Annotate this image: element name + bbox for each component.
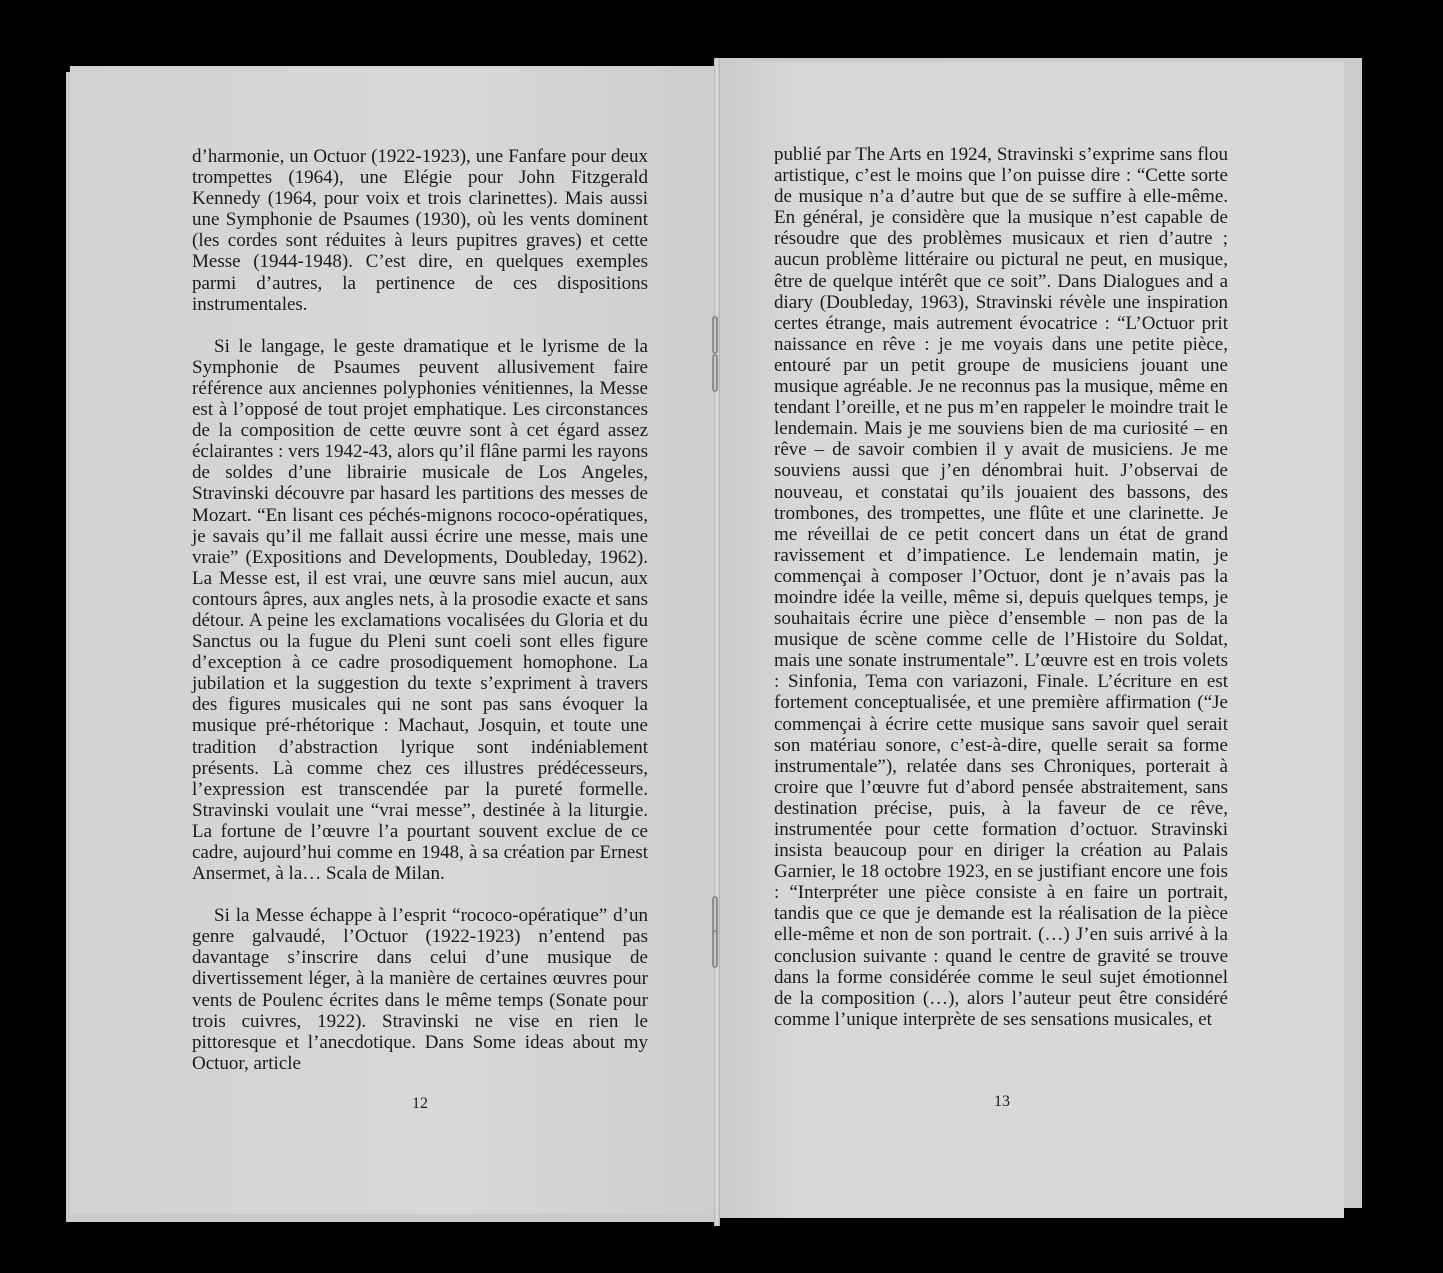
staple-icon — [712, 316, 718, 354]
page-number-right: 13 — [994, 1093, 1010, 1110]
paragraph: Si la Messe échappe à l’esprit “rococo-opératique” d’un genre galvaudé, l’Octuor (1922-1923) n’entend pas davantage s’inscrire dans celui d’une musique de divertissement léger, à la manière de certaines œuvres pour vents de Poulenc écrites dans le même temps (Sonate pour trois cuivres, 1922). Stravinski ne vise en rien le pittoresque et l’anecdotique. Dans Some ideas about my Octuor, article — [192, 905, 648, 1074]
page-number-left: 12 — [412, 1095, 428, 1112]
right-page-text — [774, 144, 1228, 1030]
staple-icon — [712, 354, 718, 392]
open-booklet — [66, 58, 1366, 1226]
booklet-spine — [714, 58, 720, 1226]
staple-icon — [712, 896, 718, 934]
paragraph: publié par The Arts en 1924, Stravinski s’exprime sans flou artistique, c’est le moins que l’on puisse dire : “Cette sorte de musique n’a d’autre but que de se suffire à elle-même. En général, je considère que la musique n’est capable de résoudre que des problèmes musicaux et rien d’autre ; aucun problème littéraire ou pictural ne peut, en musique, être de quelque intérêt que ce soit”. Dans Dialogues and a diary (Doubleday, 1963), Stravinski révèle une inspiration certes étrange, mais autrement évocatrice : “L’Octuor prit naissance en rêve : je me voyais dans une petite pièce, entouré par un petit groupe de musiciens jouant une musique agréable. Je ne reconnus pas la musique, même en tendant l’oreille, et ne pus m’en rappeler le moindre trait le lendemain. Mais je me souviens bien de ma curiosité – en rêve – de savoir combien il y avait de musiciens. Je me souviens aussi que j’en dénombrai huit. J’observai de nouveau, et constatai qu’ils jouaient des bassons, des trombones, des trompettes, une flûte et une clarinette. Je me réveillai de ce petit concert dans un état de grand ravissement et d’impatience. Le lendemain matin, je commençai à composer l’Octuor, dont je n’avais pas la moindre idée la veille, même si, depuis quelques temps, je souhaitais écrire une pièce d’ensemble – non pas de la musique de scène comme celle de l’Histoire du Soldat, mais une sonate instrumentale”. L’œuvre est en trois volets : Sinfonia, Tema con variazoni, Finale. L’écriture en est fortement conceptualisée, et une première affirmation (“Je commençai à écrire cette musique sans savoir quel serait son matériau sonore, c’est-à-dire, quelle serait sa forme instrumentale”), relatée dans ses Chroniques, porterait à croire que l’œuvre fut d’abord pensée abstraitement, sans destination précise, puis, à la faveur de ce rêve, instrumentée pour cette formation d’octuor. Stravinski insista beaucoup pour en diriger la création au Palais Garnier, le 18 octobre 1923, en se justifiant encore une fois : “Interpréter une pièce consiste à en faire un portrait, tandis que ce que je demande est la réalisation de la pièce elle-même et non de son portrait. (…) J’en suis arrivé à la conclusion suivante : quand le centre de gravité se trouve dans la forme considérée comme le seul sujet émotionnel de la composition (…), alors l’auteur peut être considéré comme l’unique interprète de ses sensations musicales, et — [774, 144, 1228, 1030]
left-page-text — [192, 146, 648, 1074]
paragraph: d’harmonie, un Octuor (1922-1923), une Fanfare pour deux trompettes (1964), une Elégie pour John Fitzgerald Kennedy (1964, pour voix et trois clarinettes). Mais aussi une Symphonie de Psaumes (1930), où les vents dominent (les cordes sont réduites à leurs pupitres graves) et cette Messe (1944-1948). C’est dire, en quelques exemples parmi d’autres, la pertinence de ces dispositions instrumentales. — [192, 146, 648, 315]
staple-icon — [712, 930, 718, 968]
paragraph: Si le langage, le geste dramatique et le lyrisme de la Symphonie de Psaumes peuvent allusivement faire référence aux anciennes polyphonies vénitiennes, la Messe est à l’opposé de tout projet emphatique. Les circonstances de la composition de cette œuvre sont à cet égard assez éclairantes : vers 1942-43, alors qu’il flâne parmi les rayons de soldes d’une librairie musicale de Los Angeles, Stravinski découvre par hasard les partitions des messes de Mozart. “En lisant ces péchés-mignons rococo-opératiques, je savais qu’il me fallait aussi écrire une messe, mais une vraie” (Expositions and Developments, Doubleday, 1962). La Messe est, il est vrai, une œuvre sans miel aucun, aux contours âpres, aux angles nets, à la prosodie exacte et sans détour. A peine les exclamations vocalisées du Gloria et du Sanctus ou la fugue du Pleni sunt coeli sont elles figure d’exception à ce cadre prosodiquement homophone. La jubilation et la suggestion du texte s’expriment à travers des figures musicales qui ne sont pas sans évoquer la musique pré-rhétorique : Machaut, Josquin, et toute une tradition d’abstraction lyrique sont indéniablement présents. Là comme chez ces illustres prédécesseurs, l’expression est transcendée par la pureté formelle. Stravinski voulait une “vrai messe”, destinée à la liturgie. La fortune de l’œuvre l’a pourtant souvent exclue de ce cadre, aujourd’hui comme en 1948, à sa création par Ernest Ansermet, à la… Scala de Milan. — [192, 335, 648, 885]
